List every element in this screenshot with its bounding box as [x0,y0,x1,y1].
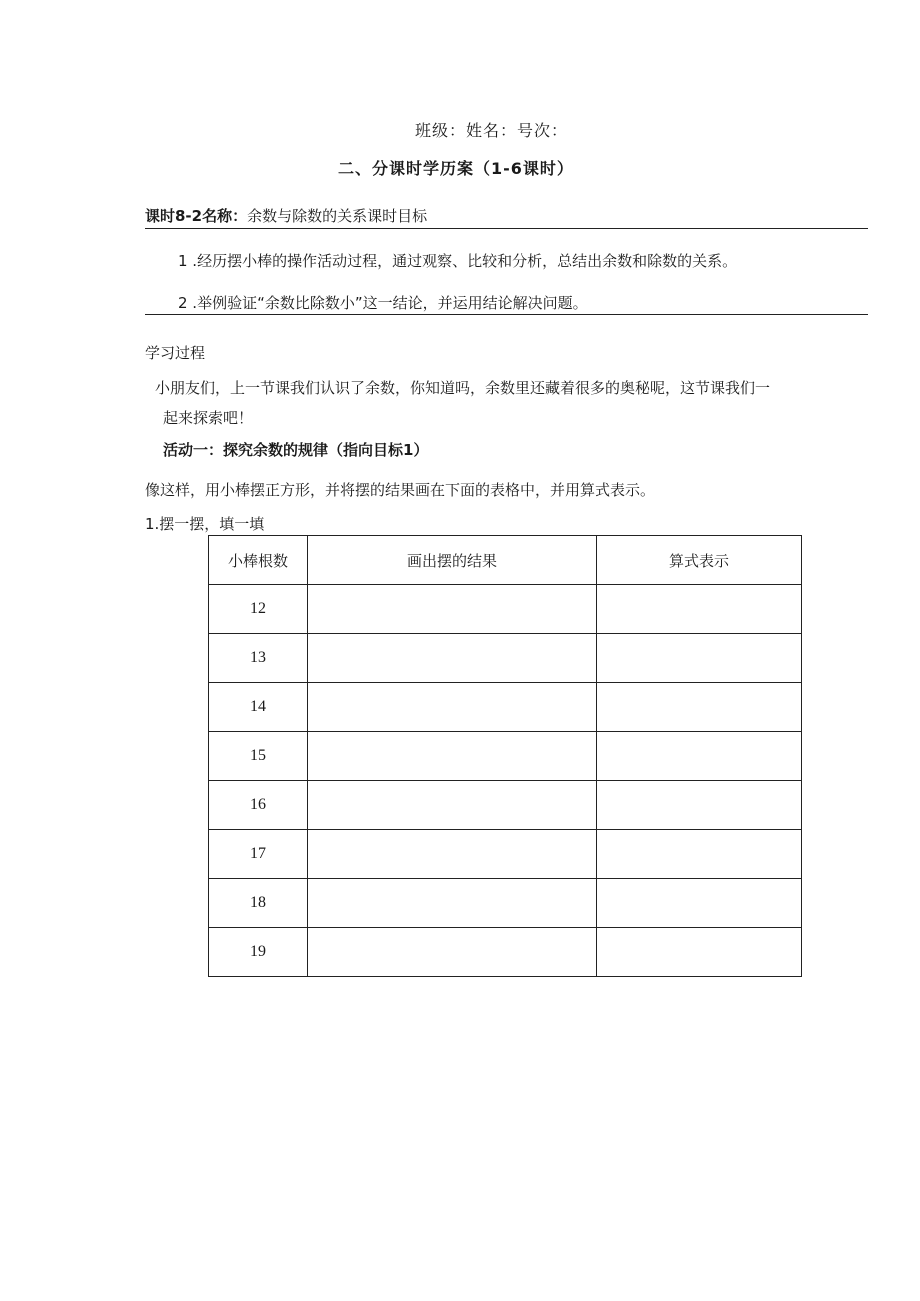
process-heading: 学习过程 [145,344,206,362]
stick-count-cell: 18 [209,879,308,928]
activity-title: 活动一：探究余数的规律（指向目标1） [163,441,429,459]
lesson-label: 课时8-2名称： [145,207,248,225]
formula-cell[interactable] [597,732,802,781]
column-header: 算式表示 [597,536,802,585]
stick-count-cell: 13 [209,634,308,683]
stick-count-cell: 17 [209,830,308,879]
formula-cell[interactable] [597,830,802,879]
goal-item: 2 .举例验证“余数比除数小”这一结论，并运用结论解决问题。 [178,294,588,312]
table-row [209,781,802,830]
formula-cell[interactable] [597,634,802,683]
table-header-row [209,536,802,585]
column-header: 小棒根数 [209,536,308,585]
table-row [209,634,802,683]
column-header: 画出摆的结果 [308,536,597,585]
sticks-table [208,535,802,977]
lesson-name: 余数与除数的关系课时目标 [247,207,428,225]
formula-cell[interactable] [597,928,802,977]
drawing-cell[interactable] [308,585,597,634]
drawing-cell[interactable] [308,928,597,977]
activity-instruction: 像这样，用小棒摆正方形，并将摆的结果画在下面的表格中，并用算式表示。 [145,481,656,499]
stick-count-cell: 15 [209,732,308,781]
drawing-cell[interactable] [308,634,597,683]
table-row [209,732,802,781]
drawing-cell[interactable] [308,683,597,732]
student-info-line: 班级：姓名：号次： [415,121,569,140]
stick-count-cell: 16 [209,781,308,830]
formula-cell[interactable] [597,683,802,732]
divider-bottom [145,314,868,315]
table-row [209,585,802,634]
formula-cell[interactable] [597,879,802,928]
drawing-cell[interactable] [308,879,597,928]
table-row [209,830,802,879]
goal-item: 1 .经历摆小棒的操作活动过程，通过观察、比较和分析，总结出余数和除数的关系。 [178,252,738,270]
intro-text-continued: 起来探索吧！ [163,409,254,427]
drawing-cell[interactable] [308,732,597,781]
formula-cell[interactable] [597,585,802,634]
table-row [209,928,802,977]
table-row [209,683,802,732]
intro-text: 小朋友们，上一节课我们认识了余数，你知道吗，余数里还藏着很多的奥秘呢，这节课我们一 [155,379,771,397]
drawing-cell[interactable] [308,830,597,879]
table-row [209,879,802,928]
divider-top [145,228,868,229]
lesson-title-line [145,205,427,226]
section-title: 二、分课时学历案（1-6课时） [338,159,574,178]
formula-cell[interactable] [597,781,802,830]
drawing-cell[interactable] [308,781,597,830]
stick-count-cell: 12 [209,585,308,634]
task-label: 1.摆一摆，填一填 [145,515,265,533]
stick-count-cell: 19 [209,928,308,977]
stick-count-cell: 14 [209,683,308,732]
